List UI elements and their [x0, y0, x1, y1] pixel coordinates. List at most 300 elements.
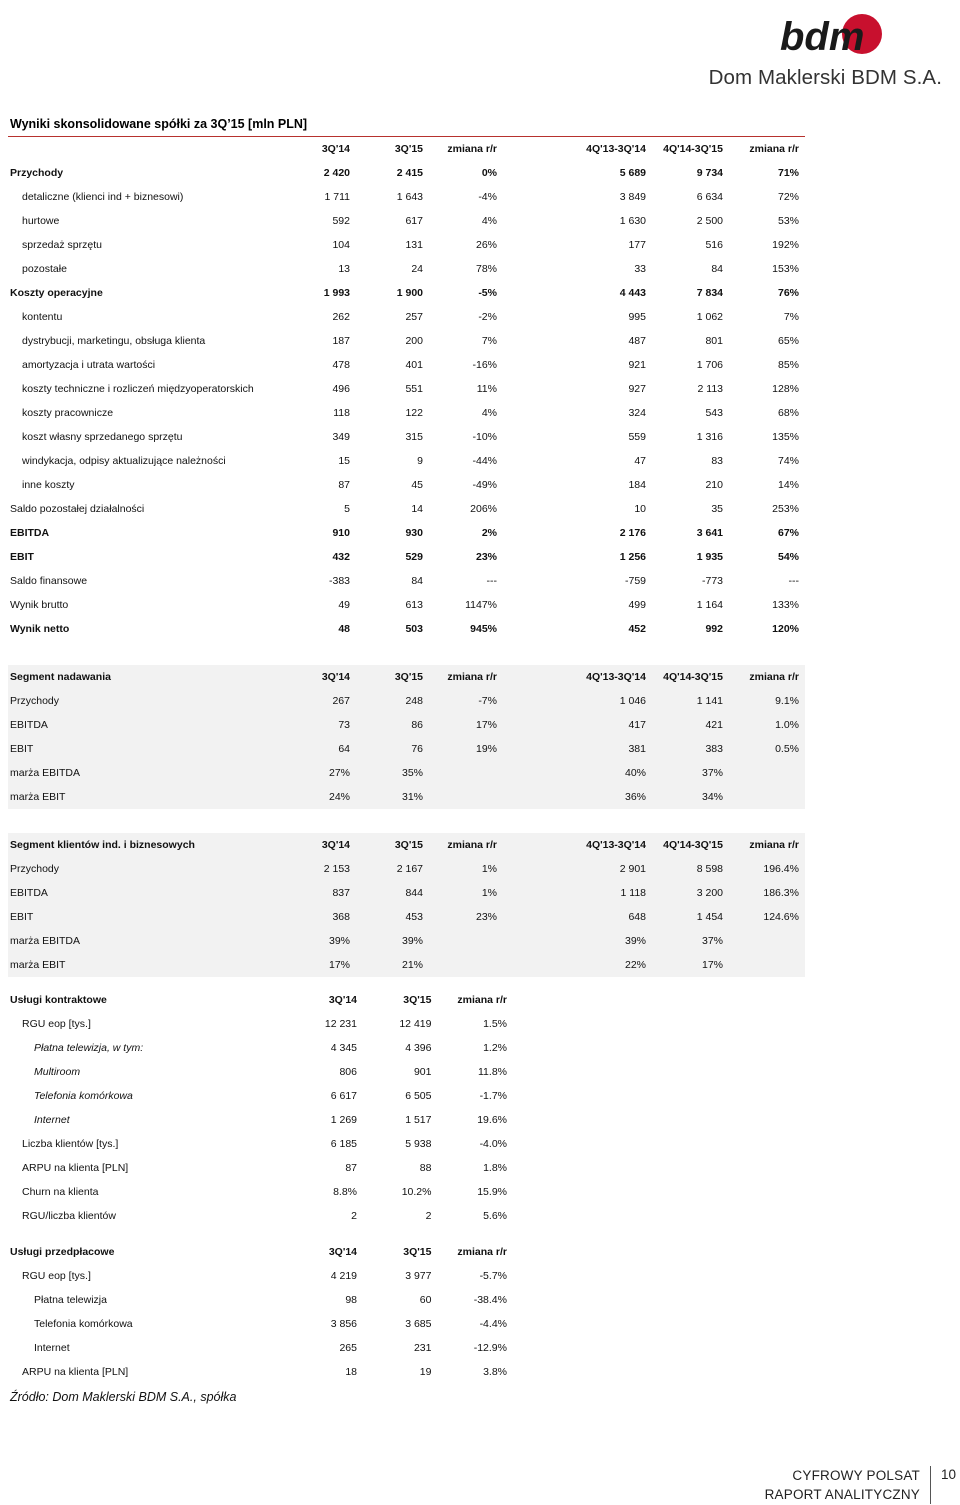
column-header: 3Q'15 — [403, 994, 432, 1006]
row-label: EBITDA — [10, 887, 48, 899]
table-cell: 1 517 — [405, 1114, 432, 1126]
table-row — [8, 353, 805, 377]
table-cell: 315 — [405, 431, 423, 443]
header-row — [8, 988, 513, 1012]
table-row — [8, 1036, 513, 1060]
column-header: zmiana r/r — [749, 671, 799, 683]
row-label: sprzedaż sprzętu — [22, 239, 102, 251]
table-cell: -1.7% — [479, 1090, 507, 1102]
table-cell: 85% — [777, 359, 799, 371]
row-label: inne koszty — [22, 479, 75, 491]
table-row — [8, 617, 805, 641]
column-header: 3Q'14 — [321, 143, 350, 155]
table-cell: -5% — [478, 287, 497, 299]
table-cell: 88 — [419, 1162, 432, 1174]
table-cell: 2 153 — [323, 863, 350, 875]
header-row — [8, 833, 805, 857]
section-heading: Usługi kontraktowe — [10, 994, 107, 1006]
table-row — [8, 1288, 513, 1312]
table-cell: -2% — [478, 311, 497, 323]
column-header: 3Q'15 — [394, 143, 423, 155]
table-cell: 76 — [411, 743, 423, 755]
column-header: 4Q'14-3Q'15 — [663, 839, 723, 851]
table-cell: 192% — [772, 239, 799, 251]
row-label: Liczba klientów [tys.] — [22, 1138, 119, 1150]
table-cell: 68% — [777, 407, 799, 419]
table-row — [8, 905, 805, 929]
table-cell: 248 — [405, 695, 423, 707]
table-cell: 74% — [777, 455, 799, 467]
row-label: dystrybucji, marketingu, obsługa klienta — [22, 335, 206, 347]
table-cell: 8 598 — [696, 863, 723, 875]
source-note: Źródło: Dom Maklerski BDM S.A., spółka — [10, 1390, 237, 1404]
table-cell: 26% — [475, 239, 497, 251]
table-cell: 992 — [705, 623, 723, 635]
row-label: koszty pracownicze — [22, 407, 114, 419]
table-cell: 6 185 — [330, 1138, 357, 1150]
table-row — [8, 425, 805, 449]
table-cell: 487 — [628, 335, 646, 347]
column-header: 4Q'13-3Q'14 — [586, 143, 646, 155]
consolidated-results-table — [8, 137, 805, 641]
row-label: EBITDA — [10, 527, 50, 539]
table-cell: 17% — [475, 719, 497, 731]
table-cell: 3 849 — [619, 191, 646, 203]
report-title: Wyniki skonsolidowane spółki za 3Q’15 [mln PLN] — [10, 117, 308, 131]
row-label: Płatna telewizja — [34, 1294, 107, 1306]
table-cell: 27% — [328, 767, 350, 779]
table-row — [8, 1012, 513, 1036]
row-label: RGU/liczba klientów — [22, 1210, 116, 1222]
table-cell: 421 — [705, 719, 723, 731]
column-header: 3Q'14 — [328, 1246, 357, 1258]
table-cell: 4 443 — [619, 287, 646, 299]
table-cell: 7 834 — [696, 287, 723, 299]
column-header: 3Q'14 — [321, 671, 350, 683]
table-cell: 76% — [777, 287, 799, 299]
table-row — [8, 305, 805, 329]
table-row — [8, 233, 805, 257]
table-row — [8, 545, 805, 569]
table-cell: 452 — [628, 623, 646, 635]
table-cell: 10 — [634, 503, 646, 515]
table-cell: 4% — [481, 407, 497, 419]
row-label: ARPU na klienta [PLN] — [22, 1366, 129, 1378]
table-cell: 1 164 — [696, 599, 723, 611]
table-cell: 34% — [701, 791, 723, 803]
table-cell: 453 — [405, 911, 423, 923]
table-cell: 8.8% — [333, 1186, 357, 1198]
table-cell: 67% — [777, 527, 799, 539]
row-label: Przychody — [10, 695, 60, 707]
table-cell: -4.0% — [479, 1138, 507, 1150]
table-cell: 135% — [772, 431, 799, 443]
table-cell: 613 — [405, 599, 423, 611]
table-cell: 2 — [351, 1210, 357, 1222]
table-cell: 901 — [413, 1066, 432, 1078]
table-row — [8, 1156, 513, 1180]
section-heading: Usługi przedpłacowe — [10, 1246, 115, 1258]
segment-klientow-table — [8, 833, 805, 977]
table-cell — [429, 929, 503, 953]
table-cell: 1.5% — [483, 1018, 507, 1030]
table-cell: -7% — [478, 695, 497, 707]
column-header: 4Q'14-3Q'15 — [663, 143, 723, 155]
row-label: Wynik brutto — [10, 599, 69, 611]
table-cell — [729, 761, 805, 785]
table-cell: 2 113 — [697, 383, 723, 395]
row-label: EBITDA — [10, 719, 48, 731]
header-row — [8, 665, 805, 689]
column-header: 3Q'15 — [394, 839, 423, 851]
table-cell: 2 420 — [323, 167, 350, 179]
section-heading — [8, 137, 298, 161]
table-row — [8, 185, 805, 209]
table-row — [8, 1180, 513, 1204]
table-cell: 84 — [711, 263, 723, 275]
row-label: Internet — [34, 1114, 70, 1126]
table-cell: 39% — [401, 935, 423, 947]
table-row — [8, 713, 805, 737]
table-row — [8, 1108, 513, 1132]
table-row — [8, 761, 805, 785]
row-label: Telefonia komórkowa — [34, 1318, 133, 1330]
table-cell: --- — [486, 575, 497, 587]
table-cell: 120% — [772, 623, 799, 635]
table-row — [8, 929, 805, 953]
table-cell: 39% — [624, 935, 646, 947]
column-header: zmiana r/r — [447, 839, 497, 851]
table-cell: 200 — [405, 335, 423, 347]
table-cell: 349 — [332, 431, 350, 443]
table-row — [8, 209, 805, 233]
section-heading: Segment nadawania — [10, 671, 111, 683]
row-label: Churn na klienta — [22, 1186, 99, 1198]
table-cell: 18 — [345, 1366, 357, 1378]
table-row — [8, 257, 805, 281]
table-cell: 2% — [481, 527, 497, 539]
column-header: zmiana r/r — [749, 143, 799, 155]
table-cell: 15 — [338, 455, 350, 467]
row-label: Internet — [34, 1342, 70, 1354]
table-row — [8, 1264, 513, 1288]
table-cell: 104 — [332, 239, 350, 251]
table-cell: 36% — [624, 791, 646, 803]
table-cell: 1% — [481, 887, 497, 899]
table-cell: -773 — [701, 575, 723, 587]
table-cell: 837 — [332, 887, 350, 899]
row-label: ARPU na klienta [PLN] — [22, 1162, 129, 1174]
table-cell: 551 — [405, 383, 423, 395]
table-cell: 12 419 — [399, 1018, 432, 1030]
table-cell — [429, 953, 503, 977]
table-row — [8, 593, 805, 617]
column-header: zmiana r/r — [457, 1246, 507, 1258]
table-cell: 3 685 — [405, 1318, 432, 1330]
table-cell: 71% — [777, 167, 799, 179]
table-cell: 47 — [634, 455, 646, 467]
table-cell: 11% — [476, 383, 497, 395]
table-cell: 19.6% — [477, 1114, 507, 1126]
table-cell: 23% — [475, 911, 497, 923]
table-cell: 53% — [777, 215, 799, 227]
table-cell: 23% — [475, 551, 497, 563]
table-row — [8, 329, 805, 353]
table-cell: 60 — [419, 1294, 432, 1306]
table-cell: 921 — [628, 359, 646, 371]
table-row — [8, 857, 805, 881]
table-cell: 592 — [332, 215, 350, 227]
table-row — [8, 521, 805, 545]
table-cell: 98 — [345, 1294, 357, 1306]
table-cell — [729, 929, 805, 953]
table-cell: 24% — [328, 791, 350, 803]
page-number: 10 — [941, 1467, 957, 1482]
table-cell: 48 — [338, 623, 350, 635]
table-cell: 33 — [634, 263, 646, 275]
row-label: Przychody — [10, 167, 64, 179]
table-cell: 11.8% — [478, 1066, 507, 1078]
table-cell: 128% — [772, 383, 799, 395]
table-cell: 806 — [339, 1066, 357, 1078]
table-cell: -759 — [624, 575, 646, 587]
table-cell: 503 — [405, 623, 423, 635]
bdm-logo — [702, 8, 942, 89]
row-label: koszty techniczne i rozliczeń międzyoperatorskich — [22, 383, 254, 395]
table-cell: 12 231 — [324, 1018, 357, 1030]
table-cell: 2 176 — [619, 527, 646, 539]
table-cell: 39% — [328, 935, 350, 947]
column-header: zmiana r/r — [749, 839, 799, 851]
footer-company: CYFROWY POLSAT — [792, 1468, 920, 1483]
table-cell: 559 — [628, 431, 646, 443]
row-label: Koszty operacyjne — [10, 287, 103, 299]
table-cell: 3 856 — [330, 1318, 357, 1330]
table-cell: 9.1% — [775, 695, 799, 707]
table-cell: 35 — [711, 503, 723, 515]
table-cell: 2 167 — [396, 863, 423, 875]
row-label: Telefonia komórkowa — [34, 1090, 133, 1102]
table-cell: 1 706 — [696, 359, 723, 371]
table-cell: 383 — [705, 743, 723, 755]
table-cell: 1.0% — [775, 719, 799, 731]
table-cell: 381 — [628, 743, 646, 755]
table-cell: 5 — [344, 503, 350, 515]
table-cell: 0% — [481, 167, 497, 179]
table-cell: 432 — [332, 551, 350, 563]
table-cell: 2 500 — [696, 215, 723, 227]
brand-name: Dom Maklerski BDM S.A. — [708, 66, 942, 89]
table-cell: 0.5% — [775, 743, 799, 755]
segment-nadawania-table — [8, 665, 805, 809]
table-cell: 73 — [338, 719, 350, 731]
table-row — [8, 1132, 513, 1156]
table-row — [8, 161, 805, 185]
column-header: 3Q'15 — [394, 671, 423, 683]
table-cell: 49 — [338, 599, 350, 611]
table-cell: 4 396 — [405, 1042, 432, 1054]
table-row — [8, 785, 805, 809]
row-label: RGU eop [tys.] — [22, 1270, 91, 1282]
table-row — [8, 1060, 513, 1084]
table-cell: 196.4% — [763, 863, 799, 875]
table-cell: 124.6% — [763, 911, 799, 923]
table-cell: 153% — [772, 263, 799, 275]
table-row — [8, 473, 805, 497]
row-label: Multiroom — [34, 1066, 81, 1078]
table-cell: 3 977 — [405, 1270, 432, 1282]
row-label: marża EBITDA — [10, 767, 81, 779]
table-cell: 186.3% — [763, 887, 799, 899]
table-cell: 210 — [705, 479, 723, 491]
table-cell: 87 — [345, 1162, 357, 1174]
table-cell: 37% — [701, 767, 723, 779]
table-cell — [729, 785, 805, 809]
table-cell: 1 993 — [323, 287, 350, 299]
table-cell: 118 — [333, 407, 350, 419]
table-cell: 267 — [332, 695, 350, 707]
table-cell: 1 062 — [696, 311, 723, 323]
row-label: Wynik netto — [10, 623, 70, 635]
table-cell: -49% — [472, 479, 497, 491]
table-cell: 184 — [628, 479, 646, 491]
column-header: 3Q'14 — [328, 994, 357, 1006]
table-cell: 122 — [405, 407, 423, 419]
row-label: kontentu — [22, 311, 63, 323]
table-cell: 1.2% — [483, 1042, 507, 1054]
table-cell: 10.2% — [401, 1186, 432, 1198]
row-label: RGU eop [tys.] — [22, 1018, 91, 1030]
row-label: EBIT — [10, 743, 34, 755]
row-label: EBIT — [10, 911, 34, 923]
table-cell: 4 219 — [330, 1270, 357, 1282]
table-cell: 3 641 — [696, 527, 723, 539]
section-heading: Segment klientów ind. i biznesowych — [10, 839, 195, 851]
table-cell: 478 — [332, 359, 350, 371]
table-cell: 83 — [711, 455, 723, 467]
table-cell: 995 — [628, 311, 646, 323]
table-cell: 231 — [413, 1342, 432, 1354]
column-header: 4Q'14-3Q'15 — [663, 671, 723, 683]
table-cell: 265 — [339, 1342, 357, 1354]
table-cell: 910 — [332, 527, 350, 539]
table-cell: 2 — [425, 1210, 432, 1222]
table-cell: 253% — [772, 503, 799, 515]
table-cell: 54% — [777, 551, 799, 563]
table-cell: 86 — [411, 719, 423, 731]
table-cell: 14% — [777, 479, 799, 491]
table-row — [8, 881, 805, 905]
table-cell: -383 — [328, 575, 350, 587]
table-cell: 187 — [332, 335, 350, 347]
table-cell: --- — [788, 575, 799, 587]
table-row — [8, 1204, 513, 1228]
table-cell: 40% — [624, 767, 646, 779]
table-cell: 1 630 — [619, 215, 646, 227]
table-row — [8, 401, 805, 425]
table-cell — [429, 761, 503, 785]
table-cell: 5 938 — [405, 1138, 432, 1150]
table-cell: 1 269 — [330, 1114, 357, 1126]
table-cell: 1 643 — [396, 191, 423, 203]
table-cell: 257 — [405, 311, 423, 323]
table-row — [8, 377, 805, 401]
table-cell: 2 415 — [396, 167, 423, 179]
table-cell: 17% — [701, 959, 723, 971]
table-cell: 6 617 — [330, 1090, 357, 1102]
row-label: EBIT — [10, 551, 34, 563]
row-label: Przychody — [10, 863, 60, 875]
table-cell: 4 345 — [330, 1042, 357, 1054]
row-label: marża EBITDA — [10, 935, 81, 947]
table-cell: 945% — [470, 623, 497, 635]
table-cell: -38.4% — [473, 1294, 507, 1306]
header-row — [8, 1240, 513, 1264]
table-cell: 65% — [777, 335, 799, 347]
table-cell: -12.9% — [473, 1342, 507, 1354]
table-cell: 1.8% — [483, 1162, 507, 1174]
table-cell: 24 — [411, 263, 423, 275]
table-cell: 844 — [405, 887, 423, 899]
column-header: 4Q'13-3Q'14 — [586, 671, 646, 683]
table-row — [8, 953, 805, 977]
table-cell: 35% — [401, 767, 423, 779]
table-cell: 6 505 — [405, 1090, 432, 1102]
table-cell: 930 — [405, 527, 423, 539]
table-cell: 5 689 — [619, 167, 646, 179]
logo-text: bdm — [780, 15, 865, 59]
table-cell: 15.9% — [477, 1186, 507, 1198]
table-cell: 1 256 — [619, 551, 646, 563]
table-cell: 5.6% — [483, 1210, 507, 1222]
table-cell: -4% — [478, 191, 497, 203]
table-cell — [729, 953, 805, 977]
table-cell: -4.4% — [479, 1318, 507, 1330]
column-header: 3Q'15 — [403, 1246, 432, 1258]
table-cell: 7% — [481, 335, 497, 347]
table-cell: 19% — [475, 743, 497, 755]
table-cell: 3 200 — [696, 887, 723, 899]
table-row — [8, 1336, 513, 1360]
row-label: Płatna telewizja, w tym: — [34, 1042, 144, 1054]
uslugi-kontraktowe-table — [8, 988, 513, 1228]
table-cell: 417 — [628, 719, 646, 731]
table-cell: 4% — [481, 215, 497, 227]
table-row — [8, 449, 805, 473]
table-cell: 1 935 — [696, 551, 723, 563]
table-cell: 529 — [405, 551, 423, 563]
table-cell: 64 — [338, 743, 350, 755]
table-cell: 1147% — [465, 599, 497, 611]
table-cell: 7% — [783, 311, 799, 323]
uslugi-przedplacowe-table — [8, 1240, 513, 1384]
row-label: koszt własny sprzedanego sprzętu — [22, 431, 183, 443]
table-cell: -44% — [472, 455, 497, 467]
table-cell: 1 118 — [620, 887, 646, 899]
table-cell: 324 — [628, 407, 646, 419]
table-cell: 6 634 — [696, 191, 723, 203]
table-cell: 1% — [481, 863, 497, 875]
table-cell: 78% — [475, 263, 497, 275]
row-label: pozostałe — [22, 263, 67, 275]
table-cell: 496 — [332, 383, 350, 395]
table-cell: 17% — [328, 959, 350, 971]
table-cell: 131 — [405, 239, 423, 251]
header-row — [8, 137, 805, 161]
table-row — [8, 1360, 513, 1384]
table-cell: 927 — [628, 383, 646, 395]
bdm-logo-mark — [778, 10, 898, 60]
